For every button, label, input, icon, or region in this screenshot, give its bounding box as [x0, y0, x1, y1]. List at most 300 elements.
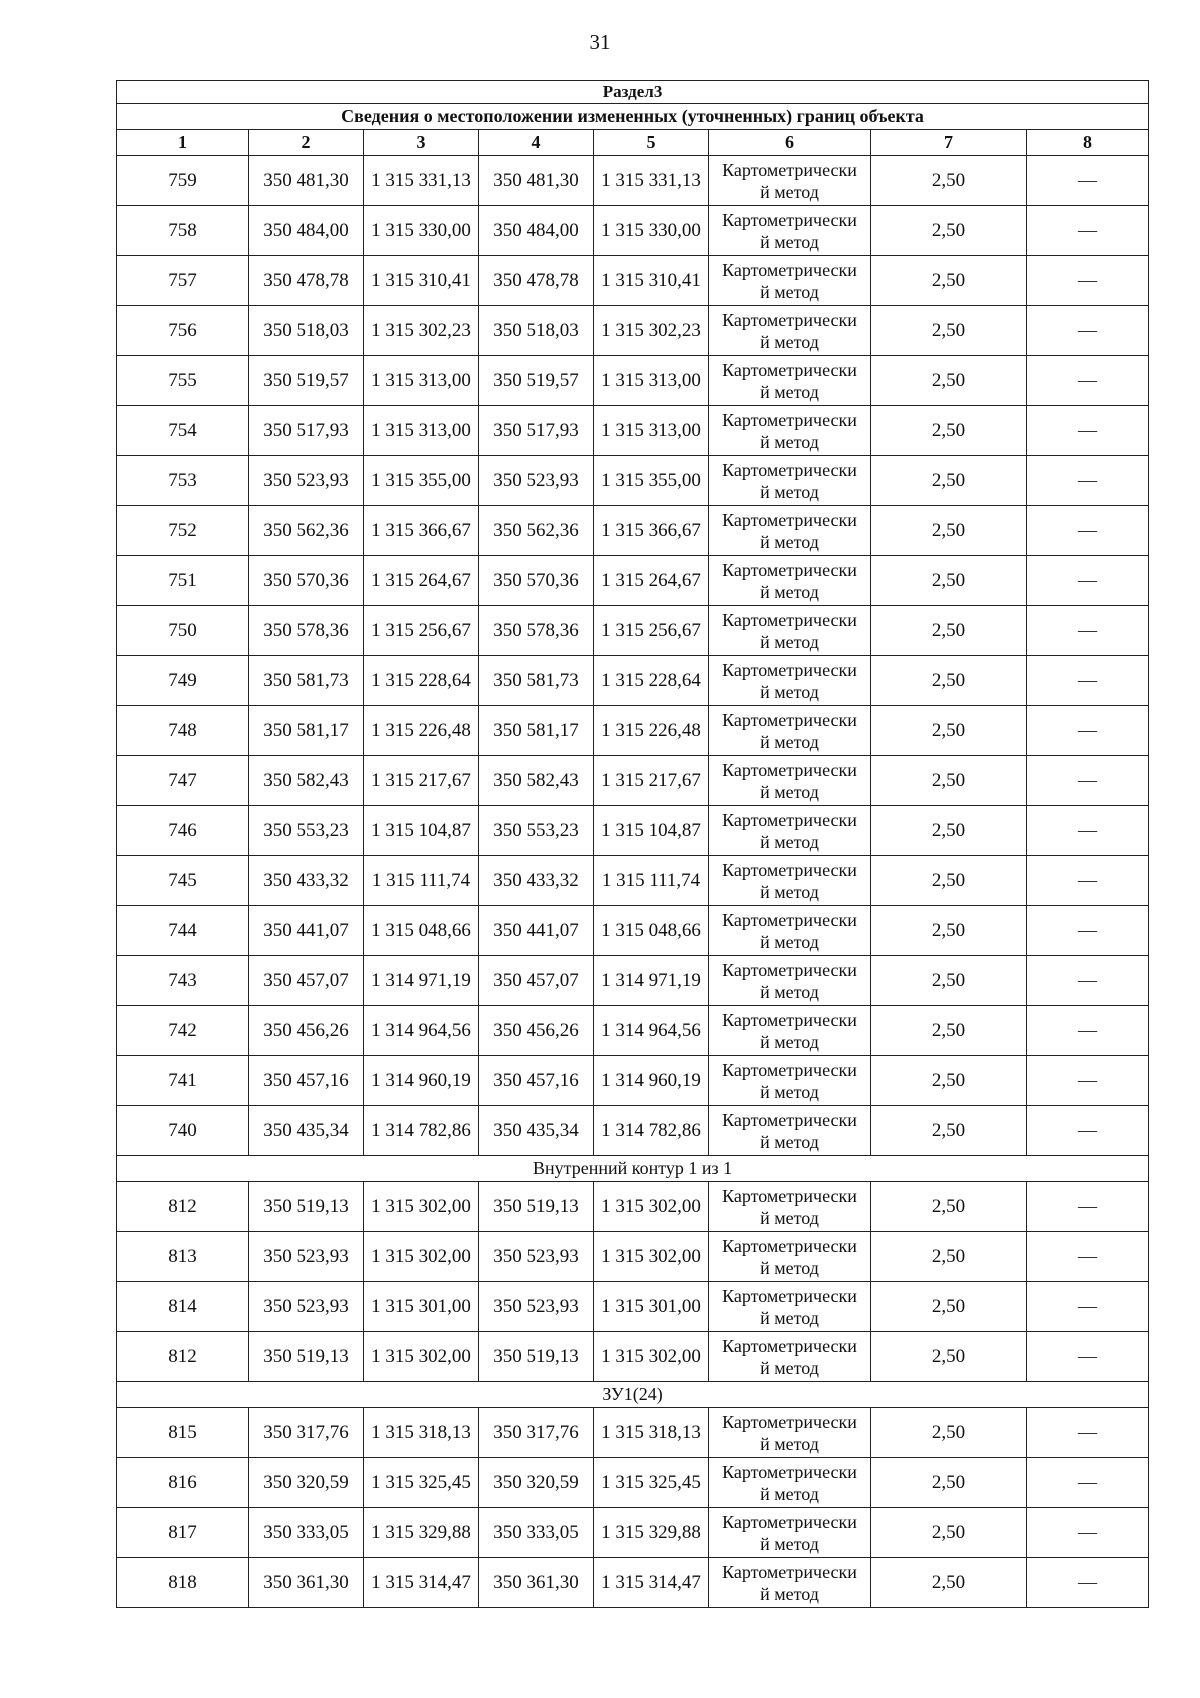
method-cell [709, 1332, 871, 1382]
accuracy-cell: 2,50 [871, 1282, 1027, 1332]
method-line: й метод [760, 1533, 819, 1554]
accuracy-cell: 2,50 [871, 1558, 1027, 1608]
description-cell: — [1027, 506, 1149, 556]
x-coord-cell: 350 361,30 [479, 1558, 594, 1608]
method-line: й метод [760, 1207, 819, 1228]
method-cell [709, 206, 871, 256]
method-line: й метод [760, 381, 819, 402]
method-line: й метод [760, 631, 819, 652]
method-cell [709, 856, 871, 906]
method-cell [709, 1508, 871, 1558]
point-number-cell: 751 [117, 556, 249, 606]
y-coord-cell: 1 314 782,86 [364, 1106, 479, 1156]
y-coord-cell: 1 315 104,87 [594, 806, 709, 856]
method-line: й метод [760, 1357, 819, 1378]
method-cell [709, 1282, 871, 1332]
method-line: Картометрически [722, 559, 857, 580]
x-coord-cell: 350 523,93 [249, 1232, 364, 1282]
description-cell: — [1027, 1458, 1149, 1508]
description-cell: — [1027, 456, 1149, 506]
y-coord-cell: 1 315 302,23 [364, 306, 479, 356]
accuracy-cell: 2,50 [871, 406, 1027, 456]
y-coord-cell: 1 315 313,00 [594, 406, 709, 456]
y-coord-cell: 1 315 366,67 [364, 506, 479, 556]
point-number-cell: 752 [117, 506, 249, 556]
table-row [117, 1106, 1149, 1156]
column-header: 7 [871, 130, 1027, 156]
description-cell: — [1027, 406, 1149, 456]
y-coord-cell: 1 315 228,64 [594, 656, 709, 706]
method-line: й метод [760, 1307, 819, 1328]
accuracy-cell: 2,50 [871, 1106, 1027, 1156]
method-line: Картометрически [722, 1109, 857, 1130]
accuracy-cell: 2,50 [871, 906, 1027, 956]
x-coord-cell: 350 581,73 [249, 656, 364, 706]
method-line: й метод [760, 281, 819, 302]
method-cell [709, 1182, 871, 1232]
y-coord-cell: 1 315 310,41 [594, 256, 709, 306]
method-cell [709, 1558, 871, 1608]
method-cell [709, 1408, 871, 1458]
method-line: Картометрически [722, 509, 857, 530]
y-coord-cell: 1 315 325,45 [594, 1458, 709, 1508]
method-cell [709, 756, 871, 806]
y-coord-cell: 1 315 226,48 [594, 706, 709, 756]
accuracy-cell: 2,50 [871, 1182, 1027, 1232]
point-number-cell: 749 [117, 656, 249, 706]
x-coord-cell: 350 519,13 [479, 1182, 594, 1232]
y-coord-cell: 1 315 226,48 [364, 706, 479, 756]
method-cell [709, 456, 871, 506]
table-row [117, 656, 1149, 706]
description-cell: — [1027, 356, 1149, 406]
y-coord-cell: 1 315 318,13 [594, 1408, 709, 1458]
contour-group-label: ЗУ1(24) [117, 1382, 1149, 1408]
method-line: Картометрически [722, 1009, 857, 1030]
point-number-cell: 747 [117, 756, 249, 806]
x-coord-cell: 350 481,30 [479, 156, 594, 206]
x-coord-cell: 350 519,13 [249, 1182, 364, 1232]
table-row [117, 1182, 1149, 1232]
x-coord-cell: 350 441,07 [479, 906, 594, 956]
x-coord-cell: 350 457,07 [249, 956, 364, 1006]
method-line: й метод [760, 931, 819, 952]
accuracy-cell: 2,50 [871, 1508, 1027, 1558]
table-row [117, 206, 1149, 256]
section-label-row [117, 81, 1149, 104]
x-coord-cell: 350 519,13 [479, 1332, 594, 1382]
table-row [117, 1458, 1149, 1508]
table-row [117, 556, 1149, 606]
method-line: Картометрически [722, 459, 857, 480]
y-coord-cell: 1 315 111,74 [364, 856, 479, 906]
point-number-cell: 746 [117, 806, 249, 856]
x-coord-cell: 350 582,43 [479, 756, 594, 806]
method-cell [709, 1056, 871, 1106]
y-coord-cell: 1 315 217,67 [364, 756, 479, 806]
x-coord-cell: 350 456,26 [479, 1006, 594, 1056]
accuracy-cell: 2,50 [871, 1006, 1027, 1056]
description-cell: — [1027, 1332, 1149, 1382]
point-number-cell: 745 [117, 856, 249, 906]
x-coord-cell: 350 457,16 [249, 1056, 364, 1106]
description-cell: — [1027, 806, 1149, 856]
x-coord-cell: 350 481,30 [249, 156, 364, 206]
method-line: Картометрически [722, 759, 857, 780]
method-line: Картометрически [722, 909, 857, 930]
table-row [117, 806, 1149, 856]
table-row [117, 606, 1149, 656]
x-coord-cell: 350 581,17 [249, 706, 364, 756]
accuracy-cell: 2,50 [871, 856, 1027, 906]
description-cell: — [1027, 1558, 1149, 1608]
accuracy-cell: 2,50 [871, 706, 1027, 756]
accuracy-cell: 2,50 [871, 206, 1027, 256]
table-row [117, 156, 1149, 206]
table-row [117, 1558, 1149, 1608]
y-coord-cell: 1 315 331,13 [364, 156, 479, 206]
method-cell [709, 656, 871, 706]
method-line: Картометрически [722, 709, 857, 730]
y-coord-cell: 1 315 302,00 [594, 1332, 709, 1382]
method-line: Картометрически [722, 1335, 857, 1356]
accuracy-cell: 2,50 [871, 1056, 1027, 1106]
method-line: й метод [760, 881, 819, 902]
column-header: 3 [364, 130, 479, 156]
column-header: 4 [479, 130, 594, 156]
y-coord-cell: 1 315 310,41 [364, 256, 479, 306]
y-coord-cell: 1 315 228,64 [364, 656, 479, 706]
column-header-row [117, 130, 1149, 156]
y-coord-cell: 1 315 318,13 [364, 1408, 479, 1458]
y-coord-cell: 1 315 330,00 [364, 206, 479, 256]
description-cell: — [1027, 1408, 1149, 1458]
method-line: Картометрически [722, 609, 857, 630]
description-cell: — [1027, 756, 1149, 806]
description-cell: — [1027, 1006, 1149, 1056]
description-cell: — [1027, 606, 1149, 656]
method-line: Картометрически [722, 1411, 857, 1432]
point-number-cell: 817 [117, 1508, 249, 1558]
method-line: Картометрически [722, 809, 857, 830]
y-coord-cell: 1 315 048,66 [594, 906, 709, 956]
x-coord-cell: 350 320,59 [249, 1458, 364, 1508]
x-coord-cell: 350 519,57 [479, 356, 594, 406]
x-coord-cell: 350 553,23 [249, 806, 364, 856]
point-number-cell: 759 [117, 156, 249, 206]
y-coord-cell: 1 315 301,00 [594, 1282, 709, 1332]
point-number-cell: 743 [117, 956, 249, 1006]
accuracy-cell: 2,50 [871, 156, 1027, 206]
x-coord-cell: 350 562,36 [249, 506, 364, 556]
x-coord-cell: 350 435,34 [249, 1106, 364, 1156]
method-line: Картометрически [722, 309, 857, 330]
table-row [117, 1006, 1149, 1056]
table-row [117, 1332, 1149, 1382]
y-coord-cell: 1 314 964,56 [594, 1006, 709, 1056]
point-number-cell: 748 [117, 706, 249, 756]
y-coord-cell: 1 315 325,45 [364, 1458, 479, 1508]
y-coord-cell: 1 315 302,00 [594, 1182, 709, 1232]
method-line: й метод [760, 1131, 819, 1152]
x-coord-cell: 350 517,93 [479, 406, 594, 456]
column-header: 1 [117, 130, 249, 156]
x-coord-cell: 350 523,93 [479, 1282, 594, 1332]
method-cell [709, 256, 871, 306]
method-line: й метод [760, 1483, 819, 1504]
x-coord-cell: 350 553,23 [479, 806, 594, 856]
method-cell [709, 506, 871, 556]
x-coord-cell: 350 519,57 [249, 356, 364, 406]
column-header: 5 [594, 130, 709, 156]
y-coord-cell: 1 315 302,00 [364, 1332, 479, 1382]
x-coord-cell: 350 456,26 [249, 1006, 364, 1056]
method-line: й метод [760, 1583, 819, 1604]
method-line: Картометрически [722, 959, 857, 980]
y-coord-cell: 1 315 256,67 [364, 606, 479, 656]
accuracy-cell: 2,50 [871, 1458, 1027, 1508]
description-cell: — [1027, 256, 1149, 306]
x-coord-cell: 350 578,36 [249, 606, 364, 656]
x-coord-cell: 350 523,93 [249, 456, 364, 506]
x-coord-cell: 350 581,17 [479, 706, 594, 756]
y-coord-cell: 1 315 313,00 [364, 406, 479, 456]
x-coord-cell: 350 523,93 [249, 1282, 364, 1332]
method-line: й метод [760, 731, 819, 752]
method-line: й метод [760, 531, 819, 552]
y-coord-cell: 1 315 314,47 [594, 1558, 709, 1608]
x-coord-cell: 350 519,13 [249, 1332, 364, 1382]
point-number-cell: 742 [117, 1006, 249, 1056]
method-line: й метод [760, 781, 819, 802]
y-coord-cell: 1 314 782,86 [594, 1106, 709, 1156]
contour-group-label: Внутренний контур 1 из 1 [117, 1156, 1149, 1182]
column-header: 2 [249, 130, 364, 156]
method-cell [709, 906, 871, 956]
x-coord-cell: 350 361,30 [249, 1558, 364, 1608]
method-line: Картометрически [722, 359, 857, 380]
x-coord-cell: 350 581,73 [479, 656, 594, 706]
table-row [117, 406, 1149, 456]
method-cell [709, 406, 871, 456]
method-line: й метод [760, 831, 819, 852]
method-line: й метод [760, 231, 819, 252]
method-cell [709, 806, 871, 856]
x-coord-cell: 350 433,32 [249, 856, 364, 906]
description-cell: — [1027, 1232, 1149, 1282]
method-cell [709, 306, 871, 356]
accuracy-cell: 2,50 [871, 256, 1027, 306]
description-cell: — [1027, 206, 1149, 256]
x-coord-cell: 350 570,36 [479, 556, 594, 606]
point-number-cell: 750 [117, 606, 249, 656]
table-row [117, 956, 1149, 1006]
y-coord-cell: 1 315 104,87 [364, 806, 479, 856]
x-coord-cell: 350 317,76 [479, 1408, 594, 1458]
x-coord-cell: 350 435,34 [479, 1106, 594, 1156]
accuracy-cell: 2,50 [871, 506, 1027, 556]
x-coord-cell: 350 582,43 [249, 756, 364, 806]
accuracy-cell: 2,50 [871, 356, 1027, 406]
method-line: Картометрически [722, 1059, 857, 1080]
method-line: Картометрически [722, 159, 857, 180]
y-coord-cell: 1 315 264,67 [594, 556, 709, 606]
boundary-coordinates-table [116, 80, 1149, 1608]
description-cell: — [1027, 906, 1149, 956]
point-number-cell: 814 [117, 1282, 249, 1332]
point-number-cell: 744 [117, 906, 249, 956]
y-coord-cell: 1 315 302,00 [364, 1182, 479, 1232]
accuracy-cell: 2,50 [871, 1332, 1027, 1382]
method-line: й метод [760, 581, 819, 602]
y-coord-cell: 1 315 355,00 [594, 456, 709, 506]
accuracy-cell: 2,50 [871, 756, 1027, 806]
method-cell [709, 556, 871, 606]
section-label: Раздел3 [117, 81, 1149, 104]
method-line: й метод [760, 1081, 819, 1102]
method-line: Картометрически [722, 859, 857, 880]
y-coord-cell: 1 315 302,00 [594, 1232, 709, 1282]
y-coord-cell: 1 315 256,67 [594, 606, 709, 656]
method-cell [709, 1106, 871, 1156]
method-cell [709, 956, 871, 1006]
x-coord-cell: 350 441,07 [249, 906, 364, 956]
accuracy-cell: 2,50 [871, 656, 1027, 706]
table-row [117, 1282, 1149, 1332]
x-coord-cell: 350 518,03 [249, 306, 364, 356]
accuracy-cell: 2,50 [871, 606, 1027, 656]
accuracy-cell: 2,50 [871, 956, 1027, 1006]
point-number-cell: 740 [117, 1106, 249, 1156]
table-row [117, 906, 1149, 956]
column-header: 8 [1027, 130, 1149, 156]
method-line: й метод [760, 1433, 819, 1454]
method-line: й метод [760, 1257, 819, 1278]
y-coord-cell: 1 315 264,67 [364, 556, 479, 606]
point-number-cell: 755 [117, 356, 249, 406]
method-cell [709, 1458, 871, 1508]
description-cell: — [1027, 656, 1149, 706]
x-coord-cell: 350 457,16 [479, 1056, 594, 1106]
contour-group-row [117, 1156, 1149, 1182]
point-number-cell: 741 [117, 1056, 249, 1106]
method-cell [709, 156, 871, 206]
point-number-cell: 818 [117, 1558, 249, 1608]
method-line: Картометрически [722, 1185, 857, 1206]
x-coord-cell: 350 433,32 [479, 856, 594, 906]
description-cell: — [1027, 1056, 1149, 1106]
method-cell [709, 606, 871, 656]
table-row [117, 356, 1149, 406]
y-coord-cell: 1 315 111,74 [594, 856, 709, 906]
point-number-cell: 816 [117, 1458, 249, 1508]
x-coord-cell: 350 320,59 [479, 1458, 594, 1508]
accuracy-cell: 2,50 [871, 456, 1027, 506]
x-coord-cell: 350 523,93 [479, 1232, 594, 1282]
method-line: Картометрически [722, 1285, 857, 1306]
method-line: Картометрически [722, 1235, 857, 1256]
point-number-cell: 754 [117, 406, 249, 456]
point-number-cell: 813 [117, 1232, 249, 1282]
column-header: 6 [709, 130, 871, 156]
method-line: Картометрически [722, 409, 857, 430]
y-coord-cell: 1 315 217,67 [594, 756, 709, 806]
description-cell: — [1027, 1282, 1149, 1332]
method-line: й метод [760, 181, 819, 202]
table-title: Сведения о местоположении измененных (уточненных) границ объекта [117, 104, 1149, 130]
method-cell [709, 1006, 871, 1056]
table-row [117, 456, 1149, 506]
x-coord-cell: 350 317,76 [249, 1408, 364, 1458]
table-row [117, 1508, 1149, 1558]
y-coord-cell: 1 314 964,56 [364, 1006, 479, 1056]
y-coord-cell: 1 315 302,00 [364, 1232, 479, 1282]
y-coord-cell: 1 315 329,88 [364, 1508, 479, 1558]
accuracy-cell: 2,50 [871, 806, 1027, 856]
x-coord-cell: 350 562,36 [479, 506, 594, 556]
point-number-cell: 756 [117, 306, 249, 356]
method-line: й метод [760, 981, 819, 1002]
accuracy-cell: 2,50 [871, 1408, 1027, 1458]
method-line: й метод [760, 431, 819, 452]
table-row [117, 506, 1149, 556]
description-cell: — [1027, 956, 1149, 1006]
table-row [117, 1408, 1149, 1458]
x-coord-cell: 350 518,03 [479, 306, 594, 356]
x-coord-cell: 350 570,36 [249, 556, 364, 606]
contour-group-row [117, 1382, 1149, 1408]
y-coord-cell: 1 315 329,88 [594, 1508, 709, 1558]
method-line: Картометрически [722, 1511, 857, 1532]
method-line: Картометрически [722, 659, 857, 680]
y-coord-cell: 1 315 366,67 [594, 506, 709, 556]
description-cell: — [1027, 856, 1149, 906]
description-cell: — [1027, 1106, 1149, 1156]
description-cell: — [1027, 1508, 1149, 1558]
y-coord-cell: 1 314 960,19 [594, 1056, 709, 1106]
x-coord-cell: 350 484,00 [479, 206, 594, 256]
x-coord-cell: 350 578,36 [479, 606, 594, 656]
method-line: й метод [760, 681, 819, 702]
point-number-cell: 757 [117, 256, 249, 306]
point-number-cell: 815 [117, 1408, 249, 1458]
description-cell: — [1027, 706, 1149, 756]
table-row [117, 1056, 1149, 1106]
method-line: Картометрически [722, 209, 857, 230]
page-number: 31 [589, 30, 611, 54]
table-row [117, 1232, 1149, 1282]
description-cell: — [1027, 156, 1149, 206]
table-title-row [117, 104, 1149, 130]
x-coord-cell: 350 333,05 [479, 1508, 594, 1558]
point-number-cell: 812 [117, 1182, 249, 1232]
x-coord-cell: 350 484,00 [249, 206, 364, 256]
x-coord-cell: 350 333,05 [249, 1508, 364, 1558]
y-coord-cell: 1 315 355,00 [364, 456, 479, 506]
y-coord-cell: 1 315 331,13 [594, 156, 709, 206]
method-line: Картометрически [722, 1461, 857, 1482]
y-coord-cell: 1 314 971,19 [364, 956, 479, 1006]
point-number-cell: 753 [117, 456, 249, 506]
method-cell [709, 1232, 871, 1282]
table-row [117, 756, 1149, 806]
table-row [117, 706, 1149, 756]
point-number-cell: 812 [117, 1332, 249, 1382]
table-row [117, 256, 1149, 306]
method-cell [709, 356, 871, 406]
x-coord-cell: 350 478,78 [479, 256, 594, 306]
method-line: Картометрически [722, 259, 857, 280]
